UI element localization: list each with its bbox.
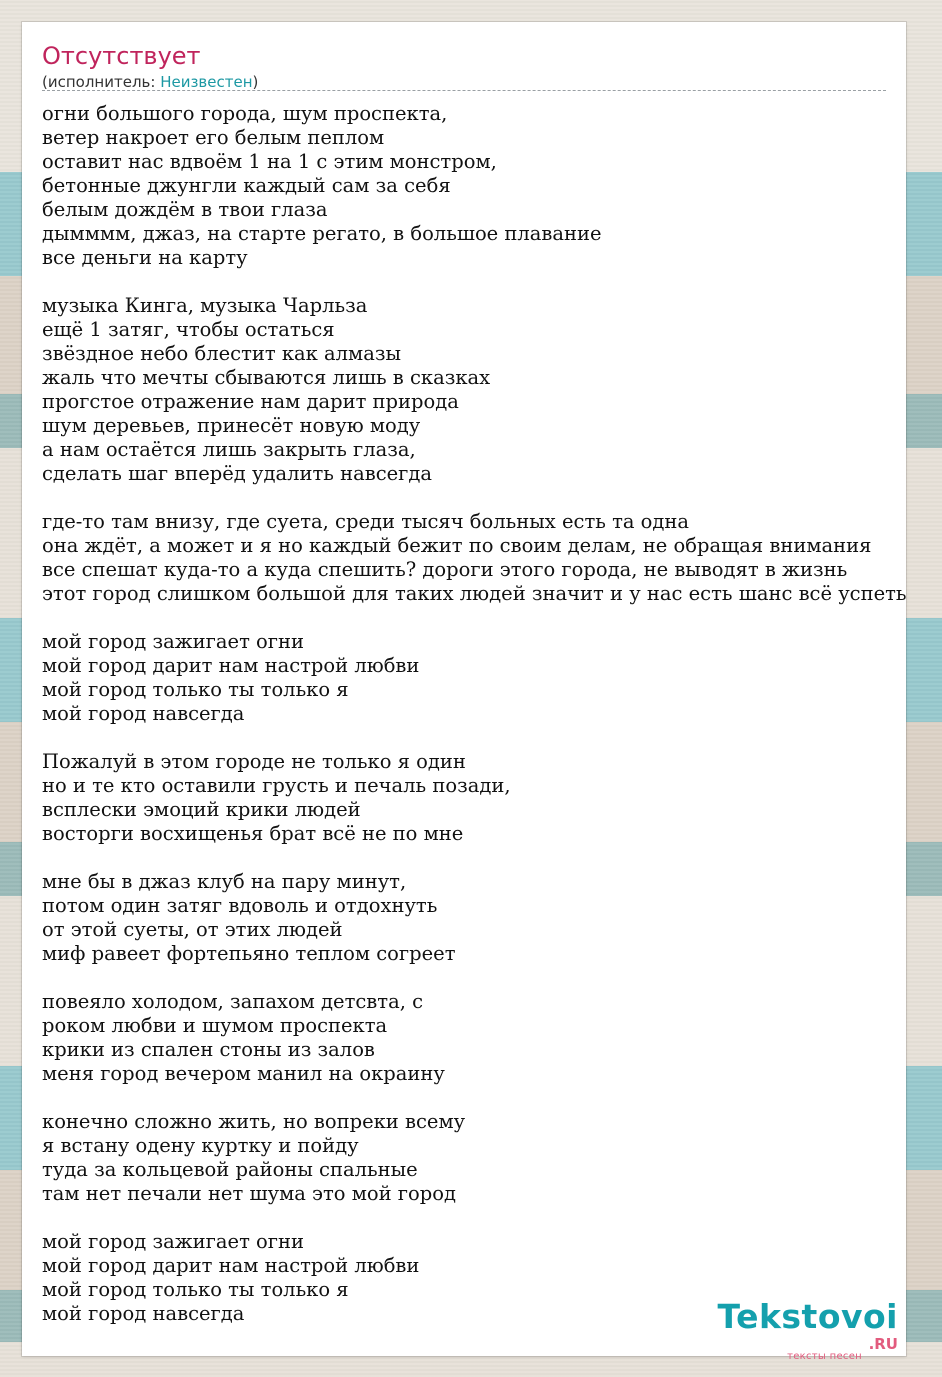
lyric-line: восторги восхищенья брат всё не по мне — [42, 822, 464, 845]
lyric-line: мой город навсегда — [42, 1302, 245, 1325]
lyric-line: белым дождём в твои глаза — [42, 198, 328, 221]
lyric-line: огни большого города, шум проспекта, — [42, 102, 448, 125]
song-title: Отсутствует — [42, 42, 201, 70]
lyric-line: а нам остаётся лишь закрыть глаза, — [42, 438, 416, 461]
lyric-line: мой город дарит нам настрой любви — [42, 654, 420, 677]
lyric-line: меня город вечером манил на окраину — [42, 1062, 445, 1085]
lyric-line: ещё 1 затяг, чтобы остаться — [42, 318, 335, 341]
lyric-line: мой город только ты только я — [42, 678, 349, 701]
lyric-line: сделать шаг вперёд удалить навсегда — [42, 462, 432, 485]
lyric-line: все деньги на карту — [42, 246, 248, 269]
lyric-line: там нет печали нет шума это мой город — [42, 1182, 456, 1205]
lyric-line: мой город дарит нам настрой любви — [42, 1254, 420, 1277]
header-divider — [42, 90, 886, 91]
lyric-line: мне бы в джаз клуб на пару минут, — [42, 870, 407, 893]
lyric-line: шум деревьев, принесёт новую моду — [42, 414, 421, 437]
logo-tld: .RU — [868, 1335, 898, 1353]
site-logo — [688, 1297, 898, 1362]
lyric-line: мой город зажигает огни — [42, 1230, 305, 1253]
lyric-line: роком любви и шумом проспекта — [42, 1014, 388, 1037]
lyric-line: звёздное небо блестит как алмазы — [42, 342, 402, 365]
lyric-line: все спешат куда-то а куда спешить? дороги этого города, не выводят в жизнь — [42, 558, 848, 581]
stanza-gap — [42, 846, 942, 870]
lyric-line: мой город зажигает огни — [42, 630, 305, 653]
lyric-line: мой город навсегда — [42, 702, 245, 725]
stanza-gap — [42, 966, 942, 990]
lyric-line: конечно сложно жить, но вопреки всему — [42, 1110, 466, 1133]
lyric-line: Пожалуй в этом городе не только я один — [42, 750, 466, 773]
stanza-gap — [42, 486, 942, 510]
lyric-line: этот город слишком большой для таких людей значит и у нас есть шанс всё успеть — [42, 582, 907, 605]
lyric-line: повеяло холодом, запахом детсвта, с — [42, 990, 424, 1013]
lyric-line: где-то там внизу, где суета, среди тысяч больных есть та одна — [42, 510, 690, 533]
lyric-line: музыка Кинга, музыка Чарльза — [42, 294, 368, 317]
stanza-gap — [42, 270, 942, 294]
lyric-line: прогстое отражение нам дарит природа — [42, 390, 459, 413]
lyric-line: я встану одену куртку и пойду — [42, 1134, 359, 1157]
lyric-line: бетонные джунгли каждый сам за себя — [42, 174, 451, 197]
artist-link[interactable]: Неизвестен — [160, 73, 253, 91]
lyric-line: ветер накроет его белым пеплом — [42, 126, 385, 149]
lyric-line: но и те кто оставили грусть и печаль позади, — [42, 774, 511, 797]
lyric-line: мой город только ты только я — [42, 1278, 349, 1301]
song-header — [42, 42, 886, 91]
lyric-line: туда за кольцевой районы спальные — [42, 1158, 418, 1181]
logo-brand: Tekstovoi — [717, 1297, 898, 1336]
lyric-line: всплески эмоций крики людей — [42, 798, 361, 821]
stanza-gap — [42, 1086, 942, 1110]
artist-suffix: ) — [252, 73, 259, 91]
lyric-line: она ждёт, а может и я но каждый бежит по своим делам, не обращая внимания — [42, 534, 872, 557]
lyric-line: миф равеет фортепьяно теплом согреет — [42, 942, 456, 965]
artist-prefix: (исполнитель: — [42, 73, 161, 91]
lyric-line: крики из спален стоны из залов — [42, 1038, 375, 1061]
lyrics-card — [22, 22, 907, 1362]
lyric-line: оставит нас вдвоём 1 на 1 с этим монстром, — [42, 150, 497, 173]
lyrics-text — [42, 102, 942, 1326]
lyric-line: жаль что мечты сбываются лишь в сказках — [42, 366, 491, 389]
logo-tagline: тексты песен — [787, 1351, 862, 1362]
lyric-line: дымммм, джаз, на старте регато, в большое плавание — [42, 222, 602, 245]
stanza-gap — [42, 606, 942, 630]
stanza-gap — [42, 1206, 942, 1230]
artist-line — [42, 73, 886, 91]
stanza-gap — [42, 726, 942, 750]
lyric-line: потом один затяг вдоволь и отдохнуть — [42, 894, 438, 917]
lyric-line: от этой суеты, от этих людей — [42, 918, 343, 941]
